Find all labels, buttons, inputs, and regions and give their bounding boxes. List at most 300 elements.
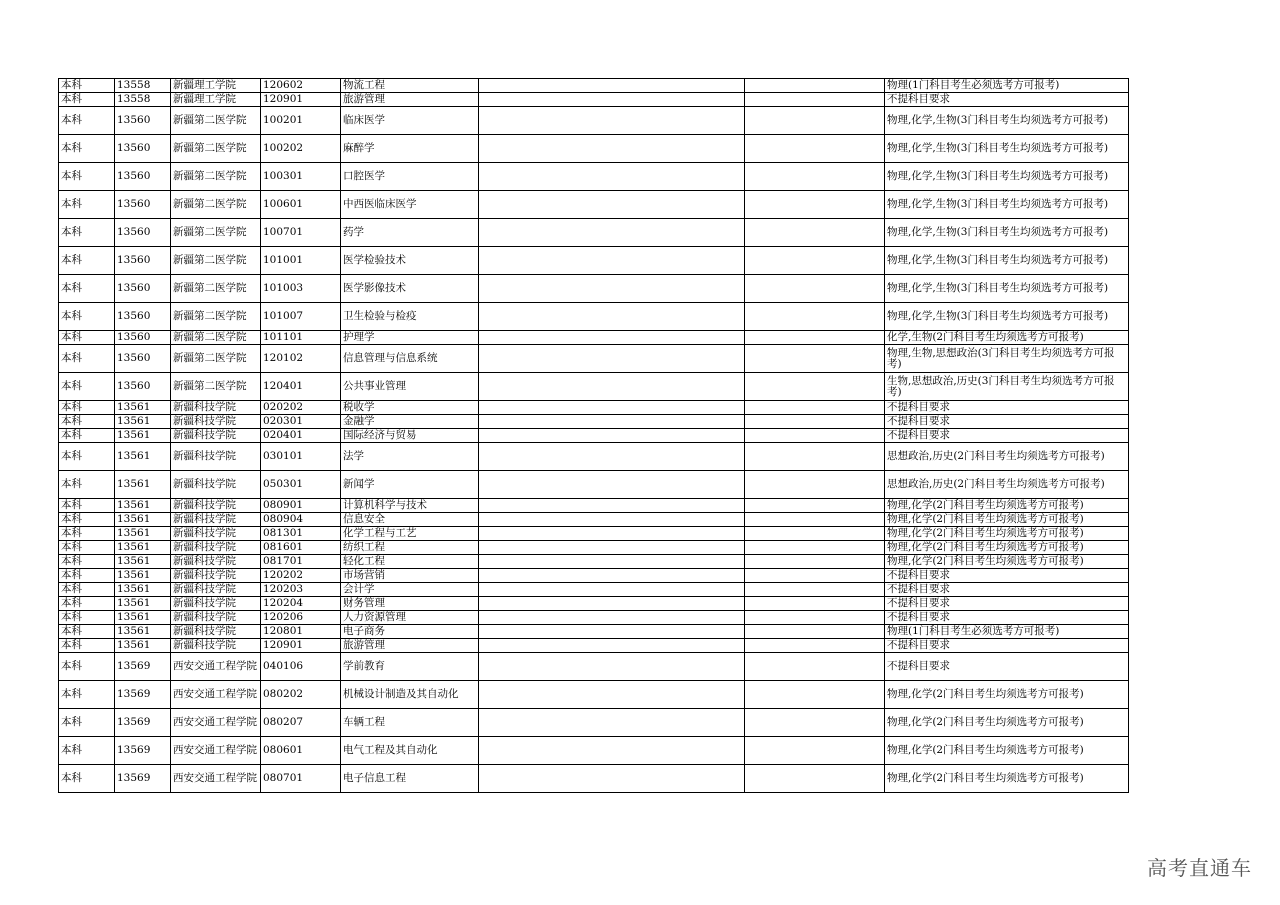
school-code-cell: 13561 (115, 541, 171, 555)
blank-cell-a (479, 513, 745, 527)
level-cell: 本科 (59, 737, 115, 765)
table-row (59, 275, 1129, 303)
blank-cell-a (479, 303, 745, 331)
table-row (59, 163, 1129, 191)
blank-cell-a (479, 527, 745, 541)
level-cell: 本科 (59, 597, 115, 611)
major-name-cell: 电气工程及其自动化 (341, 737, 479, 765)
major-name-cell: 口腔医学 (341, 163, 479, 191)
school-code-cell: 13560 (115, 107, 171, 135)
table-row (59, 331, 1129, 345)
table-row (59, 373, 1129, 401)
major-code-cell: 100202 (261, 135, 341, 163)
table-row (59, 303, 1129, 331)
subject-requirement-cell: 物理,化学(2门科目考生均须选考方可报考) (885, 765, 1129, 793)
major-name-cell: 医学检验技术 (341, 247, 479, 275)
school-name-cell: 新疆第二医学院 (171, 191, 261, 219)
table-row (59, 527, 1129, 541)
school-name-cell: 新疆科技学院 (171, 583, 261, 597)
subject-requirement-cell: 不提科目要求 (885, 597, 1129, 611)
major-name-cell: 纺织工程 (341, 541, 479, 555)
table-row (59, 191, 1129, 219)
table-row (59, 737, 1129, 765)
level-cell: 本科 (59, 415, 115, 429)
major-code-cell: 120801 (261, 625, 341, 639)
major-name-cell: 卫生检验与检疫 (341, 303, 479, 331)
blank-cell-a (479, 331, 745, 345)
level-cell: 本科 (59, 107, 115, 135)
blank-cell-b (745, 443, 885, 471)
table-row (59, 639, 1129, 653)
school-code-cell: 13561 (115, 443, 171, 471)
major-code-cell: 101007 (261, 303, 341, 331)
blank-cell-a (479, 191, 745, 219)
level-cell: 本科 (59, 513, 115, 527)
school-name-cell: 新疆第二医学院 (171, 163, 261, 191)
blank-cell-a (479, 681, 745, 709)
table-row (59, 765, 1129, 793)
level-cell: 本科 (59, 499, 115, 513)
major-name-cell: 会计学 (341, 583, 479, 597)
major-code-cell: 080904 (261, 513, 341, 527)
table-row (59, 135, 1129, 163)
table-row (59, 513, 1129, 527)
blank-cell-b (745, 275, 885, 303)
school-name-cell: 新疆科技学院 (171, 429, 261, 443)
table-row (59, 541, 1129, 555)
school-name-cell: 新疆第二医学院 (171, 107, 261, 135)
major-name-cell: 旅游管理 (341, 639, 479, 653)
table-row (59, 345, 1129, 373)
school-name-cell: 新疆第二医学院 (171, 345, 261, 373)
subject-requirement-cell: 物理,化学,生物(3门科目考生均须选考方可报考) (885, 107, 1129, 135)
blank-cell-b (745, 569, 885, 583)
table-row (59, 597, 1129, 611)
major-code-cell: 120401 (261, 373, 341, 401)
subject-requirement-cell: 物理,化学(2门科目考生均须选考方可报考) (885, 499, 1129, 513)
blank-cell-b (745, 625, 885, 639)
level-cell: 本科 (59, 331, 115, 345)
blank-cell-a (479, 135, 745, 163)
school-code-cell: 13561 (115, 569, 171, 583)
subject-requirement-cell: 思想政治,历史(2门科目考生均须选考方可报考) (885, 471, 1129, 499)
blank-cell-b (745, 555, 885, 569)
level-cell: 本科 (59, 639, 115, 653)
school-code-cell: 13560 (115, 191, 171, 219)
major-code-cell: 020202 (261, 401, 341, 415)
major-name-cell: 法学 (341, 443, 479, 471)
table-row (59, 471, 1129, 499)
major-code-cell: 030101 (261, 443, 341, 471)
blank-cell-b (745, 401, 885, 415)
level-cell: 本科 (59, 583, 115, 597)
level-cell: 本科 (59, 93, 115, 107)
major-name-cell: 医学影像技术 (341, 275, 479, 303)
school-code-cell: 13561 (115, 611, 171, 625)
subject-requirement-cell: 物理,化学(2门科目考生均须选考方可报考) (885, 709, 1129, 737)
subject-requirement-cell: 物理(1门科目考生必须选考方可报考) (885, 79, 1129, 93)
school-code-cell: 13561 (115, 513, 171, 527)
blank-cell-a (479, 429, 745, 443)
table-row (59, 107, 1129, 135)
school-code-cell: 13560 (115, 163, 171, 191)
major-code-cell: 120202 (261, 569, 341, 583)
subject-requirement-cell: 不提科目要求 (885, 569, 1129, 583)
level-cell: 本科 (59, 275, 115, 303)
major-code-cell: 120206 (261, 611, 341, 625)
school-name-cell: 新疆第二医学院 (171, 373, 261, 401)
subject-requirement-cell: 物理,化学,生物(3门科目考生均须选考方可报考) (885, 219, 1129, 247)
blank-cell-a (479, 107, 745, 135)
table-row (59, 611, 1129, 625)
major-code-cell: 080601 (261, 737, 341, 765)
blank-cell-a (479, 639, 745, 653)
major-name-cell: 金融学 (341, 415, 479, 429)
major-name-cell: 临床医学 (341, 107, 479, 135)
school-name-cell: 新疆第二医学院 (171, 331, 261, 345)
school-code-cell: 13561 (115, 583, 171, 597)
school-name-cell: 新疆第二医学院 (171, 275, 261, 303)
table-row (59, 499, 1129, 513)
subject-requirement-cell: 物理,化学(2门科目考生均须选考方可报考) (885, 513, 1129, 527)
school-name-cell: 新疆科技学院 (171, 471, 261, 499)
level-cell: 本科 (59, 191, 115, 219)
major-code-cell: 120203 (261, 583, 341, 597)
major-code-cell: 080207 (261, 709, 341, 737)
blank-cell-a (479, 765, 745, 793)
blank-cell-a (479, 737, 745, 765)
school-code-cell: 13561 (115, 639, 171, 653)
blank-cell-a (479, 247, 745, 275)
blank-cell-a (479, 471, 745, 499)
blank-cell-b (745, 373, 885, 401)
school-name-cell: 新疆第二医学院 (171, 247, 261, 275)
watermark: 高考直通车 (1147, 856, 1252, 880)
school-name-cell: 新疆第二医学院 (171, 303, 261, 331)
major-code-cell: 100201 (261, 107, 341, 135)
blank-cell-a (479, 219, 745, 247)
blank-cell-b (745, 93, 885, 107)
table-row (59, 415, 1129, 429)
table-row (59, 79, 1129, 93)
blank-cell-a (479, 401, 745, 415)
subject-requirement-cell: 物理,化学,生物(3门科目考生均须选考方可报考) (885, 275, 1129, 303)
table-row (59, 681, 1129, 709)
blank-cell-b (745, 135, 885, 163)
major-code-cell: 120602 (261, 79, 341, 93)
major-code-cell: 020401 (261, 429, 341, 443)
school-name-cell: 新疆理工学院 (171, 79, 261, 93)
major-code-cell: 100601 (261, 191, 341, 219)
major-name-cell: 轻化工程 (341, 555, 479, 569)
school-code-cell: 13561 (115, 471, 171, 499)
subject-requirement-cell: 不提科目要求 (885, 429, 1129, 443)
school-code-cell: 13560 (115, 219, 171, 247)
school-name-cell: 新疆科技学院 (171, 625, 261, 639)
major-name-cell: 学前教育 (341, 653, 479, 681)
level-cell: 本科 (59, 541, 115, 555)
school-code-cell: 13569 (115, 709, 171, 737)
school-code-cell: 13560 (115, 303, 171, 331)
blank-cell-a (479, 275, 745, 303)
level-cell: 本科 (59, 345, 115, 373)
school-name-cell: 新疆科技学院 (171, 569, 261, 583)
level-cell: 本科 (59, 429, 115, 443)
subject-requirement-cell: 物理,化学,生物(3门科目考生均须选考方可报考) (885, 303, 1129, 331)
blank-cell-a (479, 79, 745, 93)
level-cell: 本科 (59, 401, 115, 415)
major-name-cell: 车辆工程 (341, 709, 479, 737)
school-name-cell: 新疆科技学院 (171, 597, 261, 611)
major-name-cell: 公共事业管理 (341, 373, 479, 401)
major-code-cell: 101101 (261, 331, 341, 345)
school-code-cell: 13560 (115, 345, 171, 373)
major-name-cell: 护理学 (341, 331, 479, 345)
blank-cell-a (479, 555, 745, 569)
school-name-cell: 新疆科技学院 (171, 611, 261, 625)
subject-requirement-cell: 不提科目要求 (885, 415, 1129, 429)
school-name-cell: 新疆科技学院 (171, 513, 261, 527)
school-code-cell: 13560 (115, 373, 171, 401)
blank-cell-b (745, 639, 885, 653)
subject-requirement-cell: 物理,生物,思想政治(3门科目考生均须选考方可报考) (885, 345, 1129, 373)
school-code-cell: 13569 (115, 737, 171, 765)
major-name-cell: 机械设计制造及其自动化 (341, 681, 479, 709)
blank-cell-b (745, 163, 885, 191)
blank-cell-b (745, 303, 885, 331)
table-row (59, 247, 1129, 275)
school-code-cell: 13561 (115, 499, 171, 513)
level-cell: 本科 (59, 611, 115, 625)
blank-cell-b (745, 471, 885, 499)
major-code-cell: 101003 (261, 275, 341, 303)
level-cell: 本科 (59, 527, 115, 541)
table-row (59, 401, 1129, 415)
blank-cell-b (745, 541, 885, 555)
major-code-cell: 100301 (261, 163, 341, 191)
school-code-cell: 13569 (115, 765, 171, 793)
level-cell: 本科 (59, 569, 115, 583)
major-code-cell: 120901 (261, 639, 341, 653)
school-name-cell: 新疆理工学院 (171, 93, 261, 107)
subject-requirement-cell: 不提科目要求 (885, 401, 1129, 415)
subject-requirement-cell: 物理,化学,生物(3门科目考生均须选考方可报考) (885, 191, 1129, 219)
blank-cell-b (745, 611, 885, 625)
blank-cell-a (479, 163, 745, 191)
level-cell: 本科 (59, 443, 115, 471)
school-code-cell: 13561 (115, 555, 171, 569)
school-name-cell: 新疆科技学院 (171, 555, 261, 569)
blank-cell-a (479, 373, 745, 401)
major-name-cell: 财务管理 (341, 597, 479, 611)
level-cell: 本科 (59, 219, 115, 247)
table-row (59, 583, 1129, 597)
level-cell: 本科 (59, 79, 115, 93)
blank-cell-a (479, 611, 745, 625)
school-code-cell: 13561 (115, 597, 171, 611)
major-code-cell: 120204 (261, 597, 341, 611)
school-name-cell: 新疆科技学院 (171, 499, 261, 513)
school-name-cell: 新疆科技学院 (171, 415, 261, 429)
subject-requirement-cell: 不提科目要求 (885, 611, 1129, 625)
blank-cell-b (745, 583, 885, 597)
major-code-cell: 081301 (261, 527, 341, 541)
level-cell: 本科 (59, 303, 115, 331)
table-row (59, 443, 1129, 471)
school-code-cell: 13558 (115, 93, 171, 107)
blank-cell-b (745, 191, 885, 219)
subject-requirement-cell: 物理,化学(2门科目考生均须选考方可报考) (885, 681, 1129, 709)
major-name-cell: 电子商务 (341, 625, 479, 639)
blank-cell-b (745, 499, 885, 513)
school-name-cell: 新疆科技学院 (171, 401, 261, 415)
level-cell: 本科 (59, 681, 115, 709)
school-name-cell: 新疆科技学院 (171, 527, 261, 541)
school-code-cell: 13561 (115, 625, 171, 639)
blank-cell-a (479, 597, 745, 611)
school-name-cell: 西安交通工程学院 (171, 681, 261, 709)
major-code-cell: 120901 (261, 93, 341, 107)
level-cell: 本科 (59, 135, 115, 163)
subject-requirement-cell: 物理,化学,生物(3门科目考生均须选考方可报考) (885, 247, 1129, 275)
blank-cell-b (745, 247, 885, 275)
school-name-cell: 新疆科技学院 (171, 443, 261, 471)
blank-cell-a (479, 345, 745, 373)
blank-cell-b (745, 709, 885, 737)
school-code-cell: 13560 (115, 247, 171, 275)
subject-requirement-cell: 物理,化学,生物(3门科目考生均须选考方可报考) (885, 135, 1129, 163)
blank-cell-a (479, 93, 745, 107)
blank-cell-a (479, 499, 745, 513)
blank-cell-a (479, 625, 745, 639)
major-code-cell: 081701 (261, 555, 341, 569)
subject-requirement-cell: 不提科目要求 (885, 93, 1129, 107)
subject-requirement-cell: 物理(1门科目考生必须选考方可报考) (885, 625, 1129, 639)
table-row (59, 653, 1129, 681)
school-code-cell: 13561 (115, 527, 171, 541)
school-name-cell: 新疆科技学院 (171, 541, 261, 555)
major-name-cell: 新闻学 (341, 471, 479, 499)
level-cell: 本科 (59, 555, 115, 569)
table-body (59, 79, 1129, 793)
level-cell: 本科 (59, 653, 115, 681)
table-row (59, 219, 1129, 247)
blank-cell-a (479, 653, 745, 681)
blank-cell-b (745, 107, 885, 135)
major-code-cell: 120102 (261, 345, 341, 373)
blank-cell-b (745, 765, 885, 793)
school-code-cell: 13569 (115, 681, 171, 709)
subject-requirement-cell: 不提科目要求 (885, 583, 1129, 597)
school-code-cell: 13561 (115, 401, 171, 415)
major-name-cell: 人力资源管理 (341, 611, 479, 625)
blank-cell-b (745, 79, 885, 93)
major-name-cell: 中西医临床医学 (341, 191, 479, 219)
major-name-cell: 旅游管理 (341, 93, 479, 107)
major-code-cell: 080901 (261, 499, 341, 513)
subject-requirement-cell: 不提科目要求 (885, 639, 1129, 653)
blank-cell-b (745, 331, 885, 345)
blank-cell-a (479, 569, 745, 583)
subject-requirement-cell: 思想政治,历史(2门科目考生均须选考方可报考) (885, 443, 1129, 471)
blank-cell-b (745, 653, 885, 681)
major-code-cell: 050301 (261, 471, 341, 499)
table-row (59, 625, 1129, 639)
blank-cell-b (745, 415, 885, 429)
major-name-cell: 药学 (341, 219, 479, 247)
major-name-cell: 麻醉学 (341, 135, 479, 163)
table-row (59, 569, 1129, 583)
blank-cell-b (745, 597, 885, 611)
school-code-cell: 13558 (115, 79, 171, 93)
major-code-cell: 100701 (261, 219, 341, 247)
blank-cell-b (745, 429, 885, 443)
major-name-cell: 信息管理与信息系统 (341, 345, 479, 373)
blank-cell-b (745, 737, 885, 765)
blank-cell-b (745, 681, 885, 709)
school-code-cell: 13569 (115, 653, 171, 681)
major-code-cell: 081601 (261, 541, 341, 555)
school-name-cell: 西安交通工程学院 (171, 737, 261, 765)
major-name-cell: 计算机科学与技术 (341, 499, 479, 513)
major-name-cell: 税收学 (341, 401, 479, 415)
subject-requirement-cell: 物理,化学(2门科目考生均须选考方可报考) (885, 527, 1129, 541)
blank-cell-b (745, 513, 885, 527)
school-code-cell: 13561 (115, 415, 171, 429)
major-name-cell: 物流工程 (341, 79, 479, 93)
school-name-cell: 西安交通工程学院 (171, 765, 261, 793)
blank-cell-a (479, 541, 745, 555)
blank-cell-a (479, 709, 745, 737)
major-name-cell: 国际经济与贸易 (341, 429, 479, 443)
major-code-cell: 040106 (261, 653, 341, 681)
blank-cell-a (479, 443, 745, 471)
major-name-cell: 化学工程与工艺 (341, 527, 479, 541)
school-name-cell: 新疆第二医学院 (171, 219, 261, 247)
school-code-cell: 13561 (115, 429, 171, 443)
table-row (59, 429, 1129, 443)
school-code-cell: 13560 (115, 135, 171, 163)
school-code-cell: 13560 (115, 275, 171, 303)
blank-cell-a (479, 415, 745, 429)
major-code-cell: 080202 (261, 681, 341, 709)
table-row (59, 555, 1129, 569)
level-cell: 本科 (59, 247, 115, 275)
school-name-cell: 西安交通工程学院 (171, 653, 261, 681)
school-name-cell: 新疆第二医学院 (171, 135, 261, 163)
subject-requirement-cell: 生物,思想政治,历史(3门科目考生均须选考方可报考) (885, 373, 1129, 401)
school-code-cell: 13560 (115, 331, 171, 345)
requirements-table (58, 78, 1129, 793)
major-code-cell: 080701 (261, 765, 341, 793)
level-cell: 本科 (59, 471, 115, 499)
major-code-cell: 020301 (261, 415, 341, 429)
table-row (59, 93, 1129, 107)
level-cell: 本科 (59, 373, 115, 401)
major-name-cell: 市场营销 (341, 569, 479, 583)
major-name-cell: 电子信息工程 (341, 765, 479, 793)
subject-requirement-cell: 物理,化学(2门科目考生均须选考方可报考) (885, 541, 1129, 555)
blank-cell-b (745, 219, 885, 247)
blank-cell-b (745, 527, 885, 541)
major-code-cell: 101001 (261, 247, 341, 275)
school-name-cell: 西安交通工程学院 (171, 709, 261, 737)
subject-requirement-cell: 物理,化学,生物(3门科目考生均须选考方可报考) (885, 163, 1129, 191)
level-cell: 本科 (59, 163, 115, 191)
blank-cell-b (745, 345, 885, 373)
level-cell: 本科 (59, 625, 115, 639)
subject-requirement-cell: 化学,生物(2门科目考生均须选考方可报考) (885, 331, 1129, 345)
